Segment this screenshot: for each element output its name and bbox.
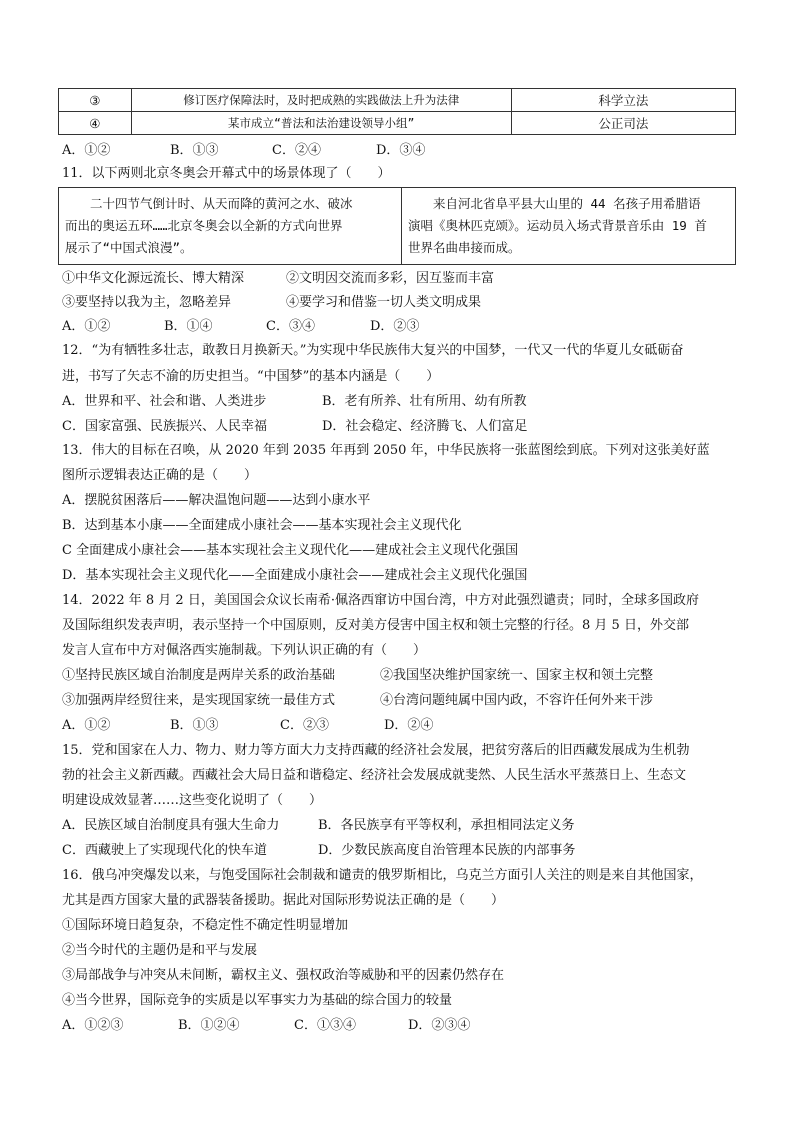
q16-option-d: D．②③④	[408, 1018, 471, 1033]
q12-stem-line-2: 进，书写了矢志不渝的历史担当。“中国梦”的基本内涵是（ ）	[62, 369, 440, 384]
q14-stem-line-1: 14．2022 年 8 月 2 日，美国国会众议长南希·佩洛西窜访中国台湾，中方对此强烈谴责；同时，全球多国政府	[62, 593, 699, 608]
q14-stem-line-2: 及国际组织发表声明，表示坚持一个中国原则，反对美方侵害中国主权和领土完整的行径。8 月 5 日，外交部	[62, 618, 689, 633]
q11-statement-1: ①中华文化源远流长、博大精深	[62, 271, 245, 286]
table-row	[59, 89, 736, 112]
row-number: ③	[59, 89, 132, 112]
q15-stem-line-2: 勃的社会主义新西藏。西藏社会大局日益和谐稳定、经济社会发展成就斐然、人民生活水平蒸蒸日上、生态文	[62, 768, 687, 783]
q11-scene-box	[58, 187, 736, 265]
q11-option-b: B．①④	[164, 319, 213, 334]
q15-option-b: B．各民族享有平等权利，承担相同法定义务	[318, 818, 575, 833]
q12-stem-line-1: 12．“为有牺牲多壮志，敢教日月换新天。”为实现中华民族伟大复兴的中国梦，一代又一代的华夏儿女砥砺奋	[62, 343, 684, 358]
q13-option-a: A．摆脱贫困落后——解决温饱问题——达到小康水平	[62, 493, 371, 508]
q11-statement-2: ②文明因交流而多彩，因互鉴而丰富	[286, 271, 495, 286]
q11-statement-3: ③要坚持以我为主，忽略差异	[62, 295, 232, 310]
q16-stem-line-2: 尤其是西方国家大量的武器装备援助。据此对国际形势说法正确的是（ ）	[62, 893, 505, 908]
table-row	[59, 112, 736, 135]
q14-statement-4: ④台湾问题纯属中国内政，不容许任何外来干涉	[380, 693, 654, 708]
q15-stem-line-3: 明建设成效显著……这些变化说明了（ ）	[62, 793, 323, 808]
q16-statement-1: ①国际环境日趋复杂，不稳定性不确定性明显增加	[62, 918, 349, 933]
q11-option-a: A．①②	[62, 319, 111, 334]
q11-scene-left: 二十四节气倒计时、从天而降的黄河之水、破冰 而出的奥运五环……北京冬奥会以全新的方式向世界 展示了“中国式浪漫”。	[59, 188, 402, 265]
q16-option-b: B．①②④	[178, 1018, 240, 1033]
row-content: 修订医疗保障法时，及时把成熟的实践做法上升为法律	[131, 89, 511, 112]
q11-statement-4: ④要学习和借鉴一切人类文明成果	[286, 295, 482, 310]
q14-option-c: C．②③	[280, 718, 329, 733]
q15-stem-line-1: 15．党和国家在人力、物力、财力等方面大力支持西藏的经济社会发展，把贫穷落后的旧西藏发展成为生机勃	[62, 743, 690, 758]
q12-option-c: C．国家富强、民族振兴、人民幸福	[62, 419, 267, 434]
q14-option-b: B．①③	[170, 718, 219, 733]
q11-scene-right: 来自河北省阜平县大山里的 44 名孩子用希腊语 演唱《奥林匹克颂》。运动员入场式背景音乐由 19 首 世界名曲串接而成。	[402, 188, 736, 265]
row-type: 科学立法	[511, 89, 735, 112]
q14-statement-2: ②我国坚决维护国家统一、国家主权和领土完整	[380, 668, 654, 683]
q16-statement-2: ②当今时代的主题仍是和平与发展	[62, 943, 258, 958]
q13-stem-line-2: 图所示逻辑表达正确的是（ ）	[62, 468, 258, 483]
q14-option-a: A．①②	[62, 718, 111, 733]
q10-option-a: A．①②	[62, 143, 111, 158]
q14-statement-1: ①坚持民族区域自治制度是两岸关系的政治基础	[62, 668, 336, 683]
q16-statement-4: ④当今世界，国际竞争的实质是以军事实力为基础的综合国力的较量	[62, 993, 453, 1008]
q16-option-a: A．①②③	[62, 1018, 124, 1033]
q10-option-d: D．③④	[376, 143, 426, 158]
q16-option-c: C．①③④	[294, 1018, 356, 1033]
q13-option-b: B．达到基本小康——全面建成小康社会——基本实现社会主义现代化	[62, 518, 462, 533]
q11-option-c: C．③④	[266, 319, 315, 334]
q15-option-d: D．少数民族高度自治管理本民族的内部事务	[318, 843, 576, 858]
q11-option-d: D．②③	[370, 319, 420, 334]
q14-option-d: D．②④	[384, 718, 434, 733]
q16-stem-line-1: 16．俄乌冲突爆发以来，与饱受国际社会制裁和谴责的俄罗斯相比，乌克兰方面引人关注的则是来自其他国家，	[62, 868, 703, 883]
q13-option-d: D．基本实现社会主义现代化——全面建成小康社会——建成社会主义现代化强国	[62, 568, 528, 583]
q10-option-b: B．①③	[170, 143, 219, 158]
row-content: 某市成立“普法和法治建设领导小组”	[131, 112, 511, 135]
q14-stem-line-3: 发言人宣布中方对佩洛西实施制裁。下列认识正确的有（ ）	[62, 643, 427, 658]
q12-option-b: B．老有所养、壮有所用、幼有所教	[322, 394, 527, 409]
q14-statement-3: ③加强两岸经贸往来，是实现国家统一最佳方式	[62, 693, 336, 708]
q12-option-d: D．社会稳定、经济腾飞、人们富足	[322, 419, 528, 434]
q15-option-a: A．民族区域自治制度具有强大生命力	[62, 818, 280, 833]
q10-option-c: C．②④	[272, 143, 321, 158]
q15-option-c: C．西藏驶上了实现现代化的快车道	[62, 843, 267, 858]
row-number: ④	[59, 112, 132, 135]
q11-stem: 11．以下两则北京冬奥会开幕式中的场景体现了（ ）	[62, 166, 391, 181]
row-type: 公正司法	[511, 112, 735, 135]
q12-option-a: A．世界和平、社会和谐、人类进步	[62, 394, 267, 409]
legal-practice-table	[58, 88, 736, 135]
q13-option-c: C 全面建成小康社会——基本实现社会主义现代化——建成社会主义现代化强国	[62, 543, 519, 558]
q16-statement-3: ③局部战争与冲突从未间断，霸权主义、强权政治等威胁和平的因素仍然存在	[62, 968, 505, 983]
q13-stem-line-1: 13．伟大的目标在召唤，从 2020 年到 2035 年再到 2050 年，中华民族将一张蓝图绘到底。下列对这张美好蓝	[62, 443, 710, 458]
